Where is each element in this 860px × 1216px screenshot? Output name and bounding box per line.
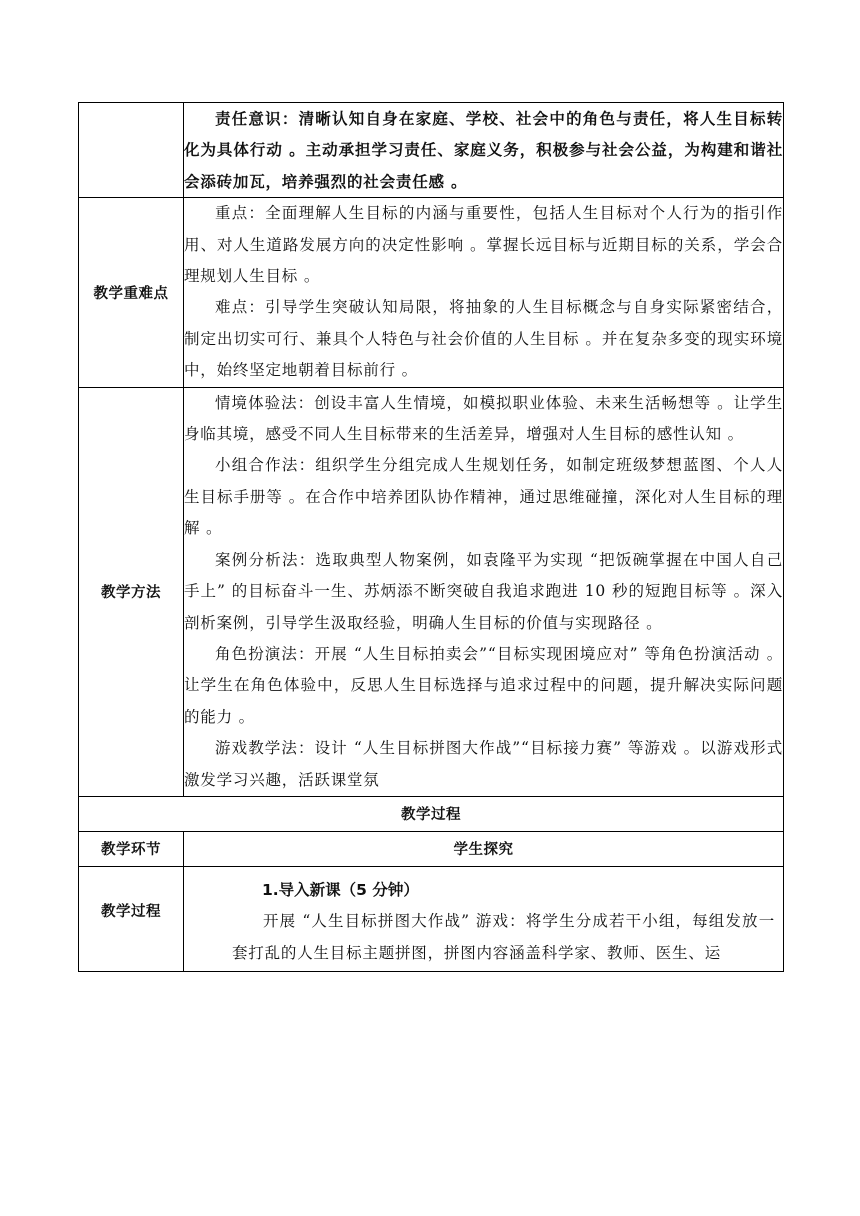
stage-column-header: 教学环节 bbox=[79, 831, 184, 866]
responsibility-cell bbox=[184, 103, 784, 198]
process-title: 教学过程 bbox=[79, 796, 784, 831]
methods-label: 教学方法 bbox=[79, 387, 184, 796]
process-title-row bbox=[79, 796, 784, 831]
method-paragraph-situational: 情境体验法：创设丰富人生情境，如模拟职业体验、未来生活畅想等 。让学生身临其境，感受不同人生目标带来的生活差异，增强对人生目标的感性认知 。 bbox=[184, 393, 783, 444]
process-header-row bbox=[79, 831, 784, 866]
responsibility-text: 责任意识：清晰认知自身在家庭、学校、社会中的角色与责任，将人生目标转化为具体行动 。主动承担学习责任、家庭义务，积极参与社会公益，为构建和谐社会添砖加瓦，培养强烈的社会责任感 。 bbox=[184, 109, 783, 191]
inquiry-column-header: 学生探究 bbox=[184, 831, 784, 866]
process-cell bbox=[184, 866, 784, 971]
section-title: 1.导入新课（5 分钟） bbox=[262, 880, 419, 899]
method-paragraph-game: 游戏教学法：设计 “人生目标拼图大作战”“目标接力赛” 等游戏 。以游戏形式激发学习兴趣，活跃课堂氛 bbox=[184, 739, 783, 789]
methods-cell bbox=[184, 387, 784, 796]
method-paragraph-roleplay: 角色扮演法：开展 “人生目标拍卖会”“目标实现困境应对” 等角色扮演活动 。让学生在角色体验中，反思人生目标选择与追求过程中的问题，提升解决实际问题的能力 。 bbox=[184, 644, 783, 726]
empty-label-cell bbox=[79, 103, 184, 198]
process-label: 教学过程 bbox=[79, 866, 184, 971]
process-body-text: 开展 “人生目标拼图大作战” 游戏：将学生分成若干小组，每组发放一套打乱的人生目标主题拼图，拼图内容涵盖科学家、教师、医生、运 bbox=[232, 912, 775, 962]
method-paragraph-group: 小组合作法：组织学生分组完成人生规划任务，如制定班级梦想蓝图、个人人生目标手册等 。在合作中培养团队协作精神，通过思维碰撞，深化对人生目标的理解 。 bbox=[184, 456, 783, 538]
key-points-label: 教学重难点 bbox=[79, 198, 184, 387]
responsibility-row bbox=[79, 103, 784, 198]
key-point-paragraph: 重点：全面理解人生目标的内涵与重要性，包括人生目标对个人行为的指引作用、对人生道路发展方向的决定性影响 。掌握长远目标与近期目标的关系，学会合理规划人生目标 。 bbox=[184, 204, 783, 286]
difficulty-paragraph: 难点：引导学生突破认知局限，将抽象的人生目标概念与自身实际紧密结合，制定出切实可行、兼具个人特色与社会价值的人生目标 。并在复杂多变的现实环境中，始终坚定地朝着目标前行 。 bbox=[184, 298, 783, 380]
lesson-plan-table bbox=[78, 102, 784, 972]
key-points-cell bbox=[184, 198, 784, 387]
methods-row bbox=[79, 387, 784, 796]
method-paragraph-case: 案例分析法：选取典型人物案例，如袁隆平为实现 “把饭碗掌握在中国人自己手上” 的目标奋斗一生、苏炳添不断突破自我追求跑进 10 秒的短跑目标等 。深入剖析案例，引导学生汲取经验，明确人生目标的价值与实现路径 。 bbox=[184, 550, 783, 632]
process-row bbox=[79, 866, 784, 971]
key-points-row bbox=[79, 198, 784, 387]
